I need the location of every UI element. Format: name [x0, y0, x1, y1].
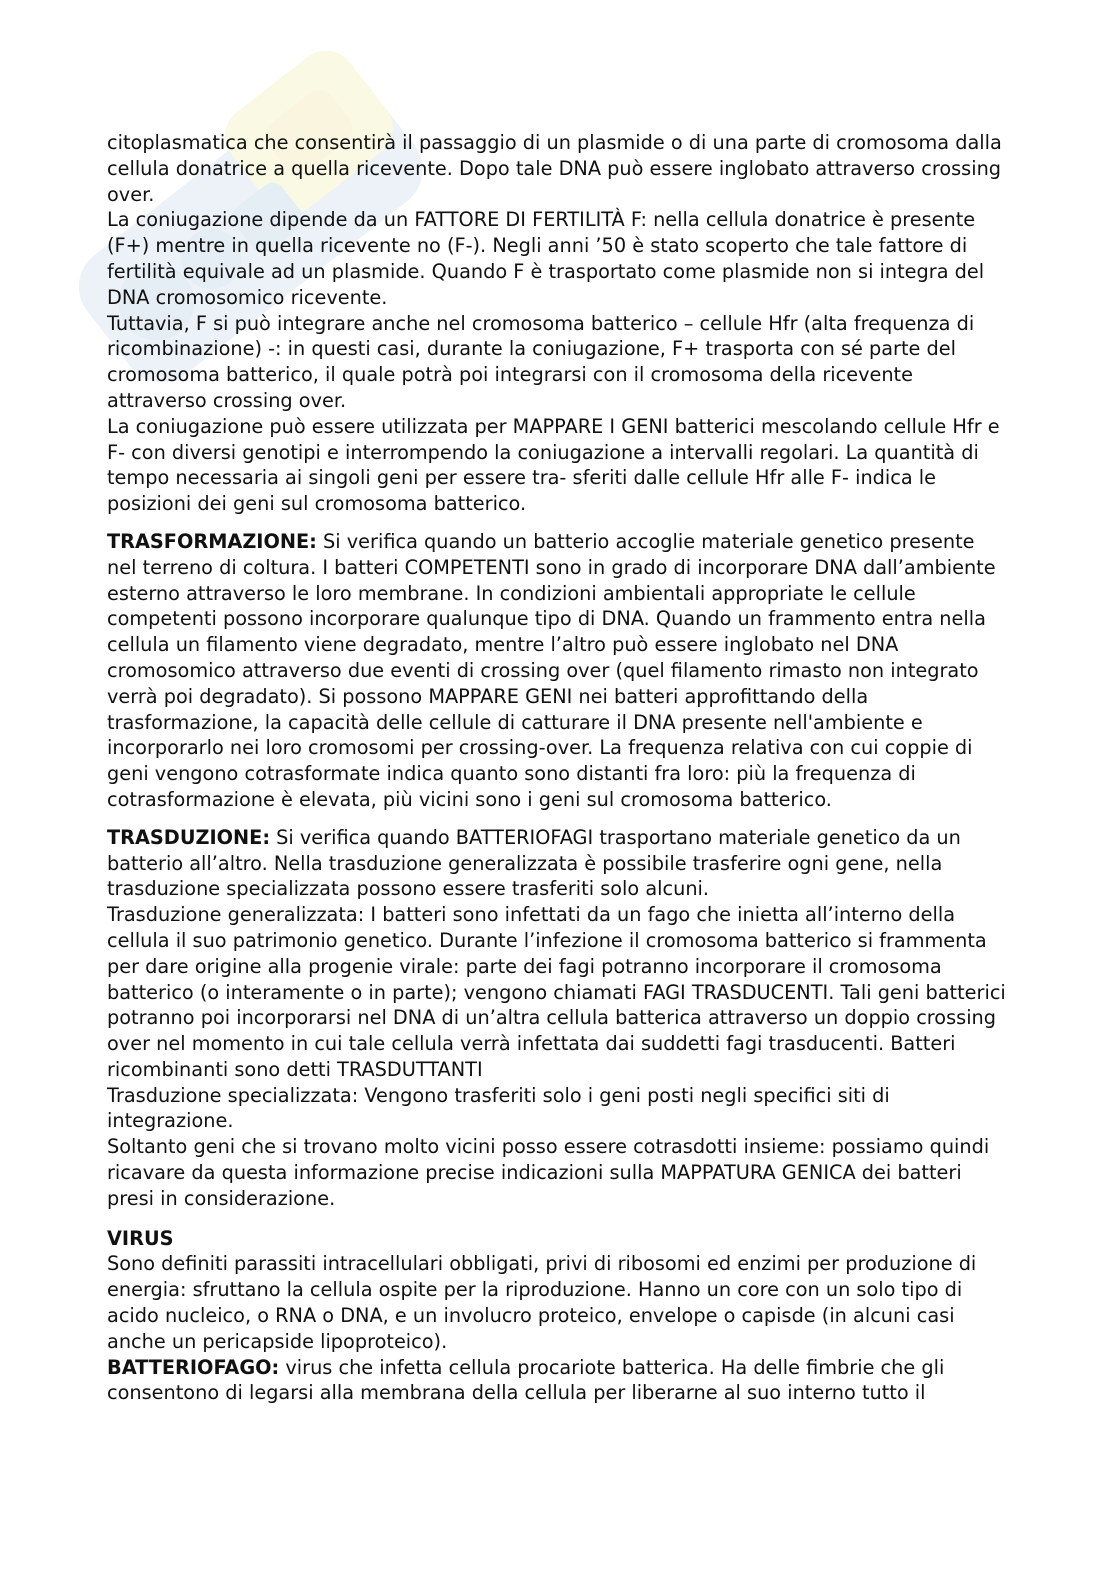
batteriofago-heading: BATTERIOFAGO: — [107, 1355, 280, 1379]
virus-paragraph: Sono definiti parassiti intracellulari obbligati, privi di ribosomi ed enzimi per produzione di energia: sfruttano la cellula ospite per la riproduzione. Hanno un core con un solo tipo di acido nucleico, o RNA o DNA, e un involucro proteico, envelope o capisde (in alcuni casi anche un pericapside lipoproteico). — [107, 1252, 977, 1353]
trasformazione-paragraph — [107, 529, 1007, 813]
trasduzione-generalizzata-paragraph: Trasduzione generalizzata: I batteri sono infettati da un fago che inietta all’interno della cellula il suo patrimonio genetico. Durante l’infezione il cromosoma batterico si frammenta per dare origine alla progenie virale: parte dei fagi potranno incorporare il cromosoma batterico (o interamente o in parte); vengono chiamati FAGI TRASDUCENTI. Tali geni batterici potranno poi incorporarsi nel DNA di un’altra cellula batterica attraverso un doppio crossing over nel momento in cui tale cellula verrà infettata dai suddetti fagi trasducenti. Batteri ricombinanti sono detti TRASDUTTANTI — [107, 903, 1006, 1081]
conjugation-paragraph-1: citoplasmatica che consentirà il passaggio di un plasmide o di una parte di cromosoma dalla cellula donatrice a quella ricevente. Dopo tale DNA può essere inglobato attraverso crossing over. — [107, 131, 1002, 206]
conjugation-paragraph-2: La coniugazione dipende da un FATTORE DI FERTILITÀ F: nella cellula donatrice è presente (F+) mentre in quella ricevente no (F-). Negli anni ’50 è stato scoperto che tale fattore di fertilità equivale ad un plasmide. Quando F è trasportato come plasmide non si integra del DNA cromosomico ricevente. — [107, 208, 985, 309]
virus-heading: VIRUS — [107, 1226, 174, 1250]
trasduzione-paragraph — [107, 825, 1007, 902]
conjugation-paragraph-3: Tuttavia, F si può integrare anche nel cromosoma batterico – cellule Hfr (alta frequenza di ricombinazione) -: in questi casi, durante la coniugazione, F+ trasporta con sé parte del cromosoma batterico, il quale potrà poi integrarsi con il cromosoma della ricevente attraverso crossing over. — [107, 311, 975, 412]
document-body — [107, 130, 1007, 1406]
trasduzione-specializzata-paragraph: Trasduzione specializzata: Vengono trasferiti solo i geni posti negli specifici siti di integrazione. — [107, 1083, 890, 1133]
batteriofago-paragraph — [107, 1355, 1007, 1407]
batteriofago-text: virus che infetta cellula procariote batterica. Ha delle fimbrie che gli consentono di legarsi alla membrana della cellula per liberarne al suo interno tutto il — [107, 1355, 945, 1405]
virus-heading-line — [107, 1226, 1007, 1252]
trasformazione-heading: TRASFORMAZIONE: — [107, 529, 317, 553]
trasformazione-text: Si verifica quando un batterio accoglie materiale genetico presente nel terreno di coltura. I batteri COMPETENTI sono in grado di incorporare DNA dall’ambiente esterno attraverso le loro membrane. In condizioni ambientali appropriate le cellule competenti possono incorporare qualunque tipo di DNA. Quando un frammento entra nella cellula un filamento viene degradato, mentre l’altro può essere inglobato nel DNA cromosomico attraverso due eventi di crossing over (quel filamento rimasto non integrato verrà poi degradato). Si possono MAPPARE GENI nei batteri approfittando della trasformazione, la capacità delle cellule di catturare il DNA presente nell'ambiente e incorporarlo nei loro cromosomi per crossing-over. La frequenza relativa con cui coppie di geni vengono cotrasformate indica quanto sono distanti fra loro: più la frequenza di cotrasformazione è elevata, più vicini sono i geni sul cromosoma batterico. — [107, 529, 996, 811]
conjugation-paragraph-4: La coniugazione può essere utilizzata per MAPPARE I GENI batterici mescolando cellule Hfr e F- con diversi genotipi e interrompendo la coniugazione a intervalli regolari. La quantità di tempo necessaria ai singoli geni per essere tra- sferiti dalle cellule Hfr alle F- indica le posizioni dei geni sul cromosoma batterico. — [107, 414, 1000, 516]
trasduzione-heading: TRASDUZIONE: — [107, 825, 271, 849]
trasduzione-text: Si verifica quando BATTERIOFAGI trasportano materiale genetico da un batterio all’altro. Nella trasduzione generalizzata è possibile trasferire ogni gene, nella trasduzione specializzata possono essere trasferiti solo alcuni. — [107, 825, 961, 901]
cotrasduzione-paragraph: Soltanto geni che si trovano molto vicini posso essere cotrasdotti insieme: possiamo quindi ricavare da questa informazione precise indicazioni sulla MAPPATURA GENICA dei batteri presi in considerazione. — [107, 1135, 990, 1210]
